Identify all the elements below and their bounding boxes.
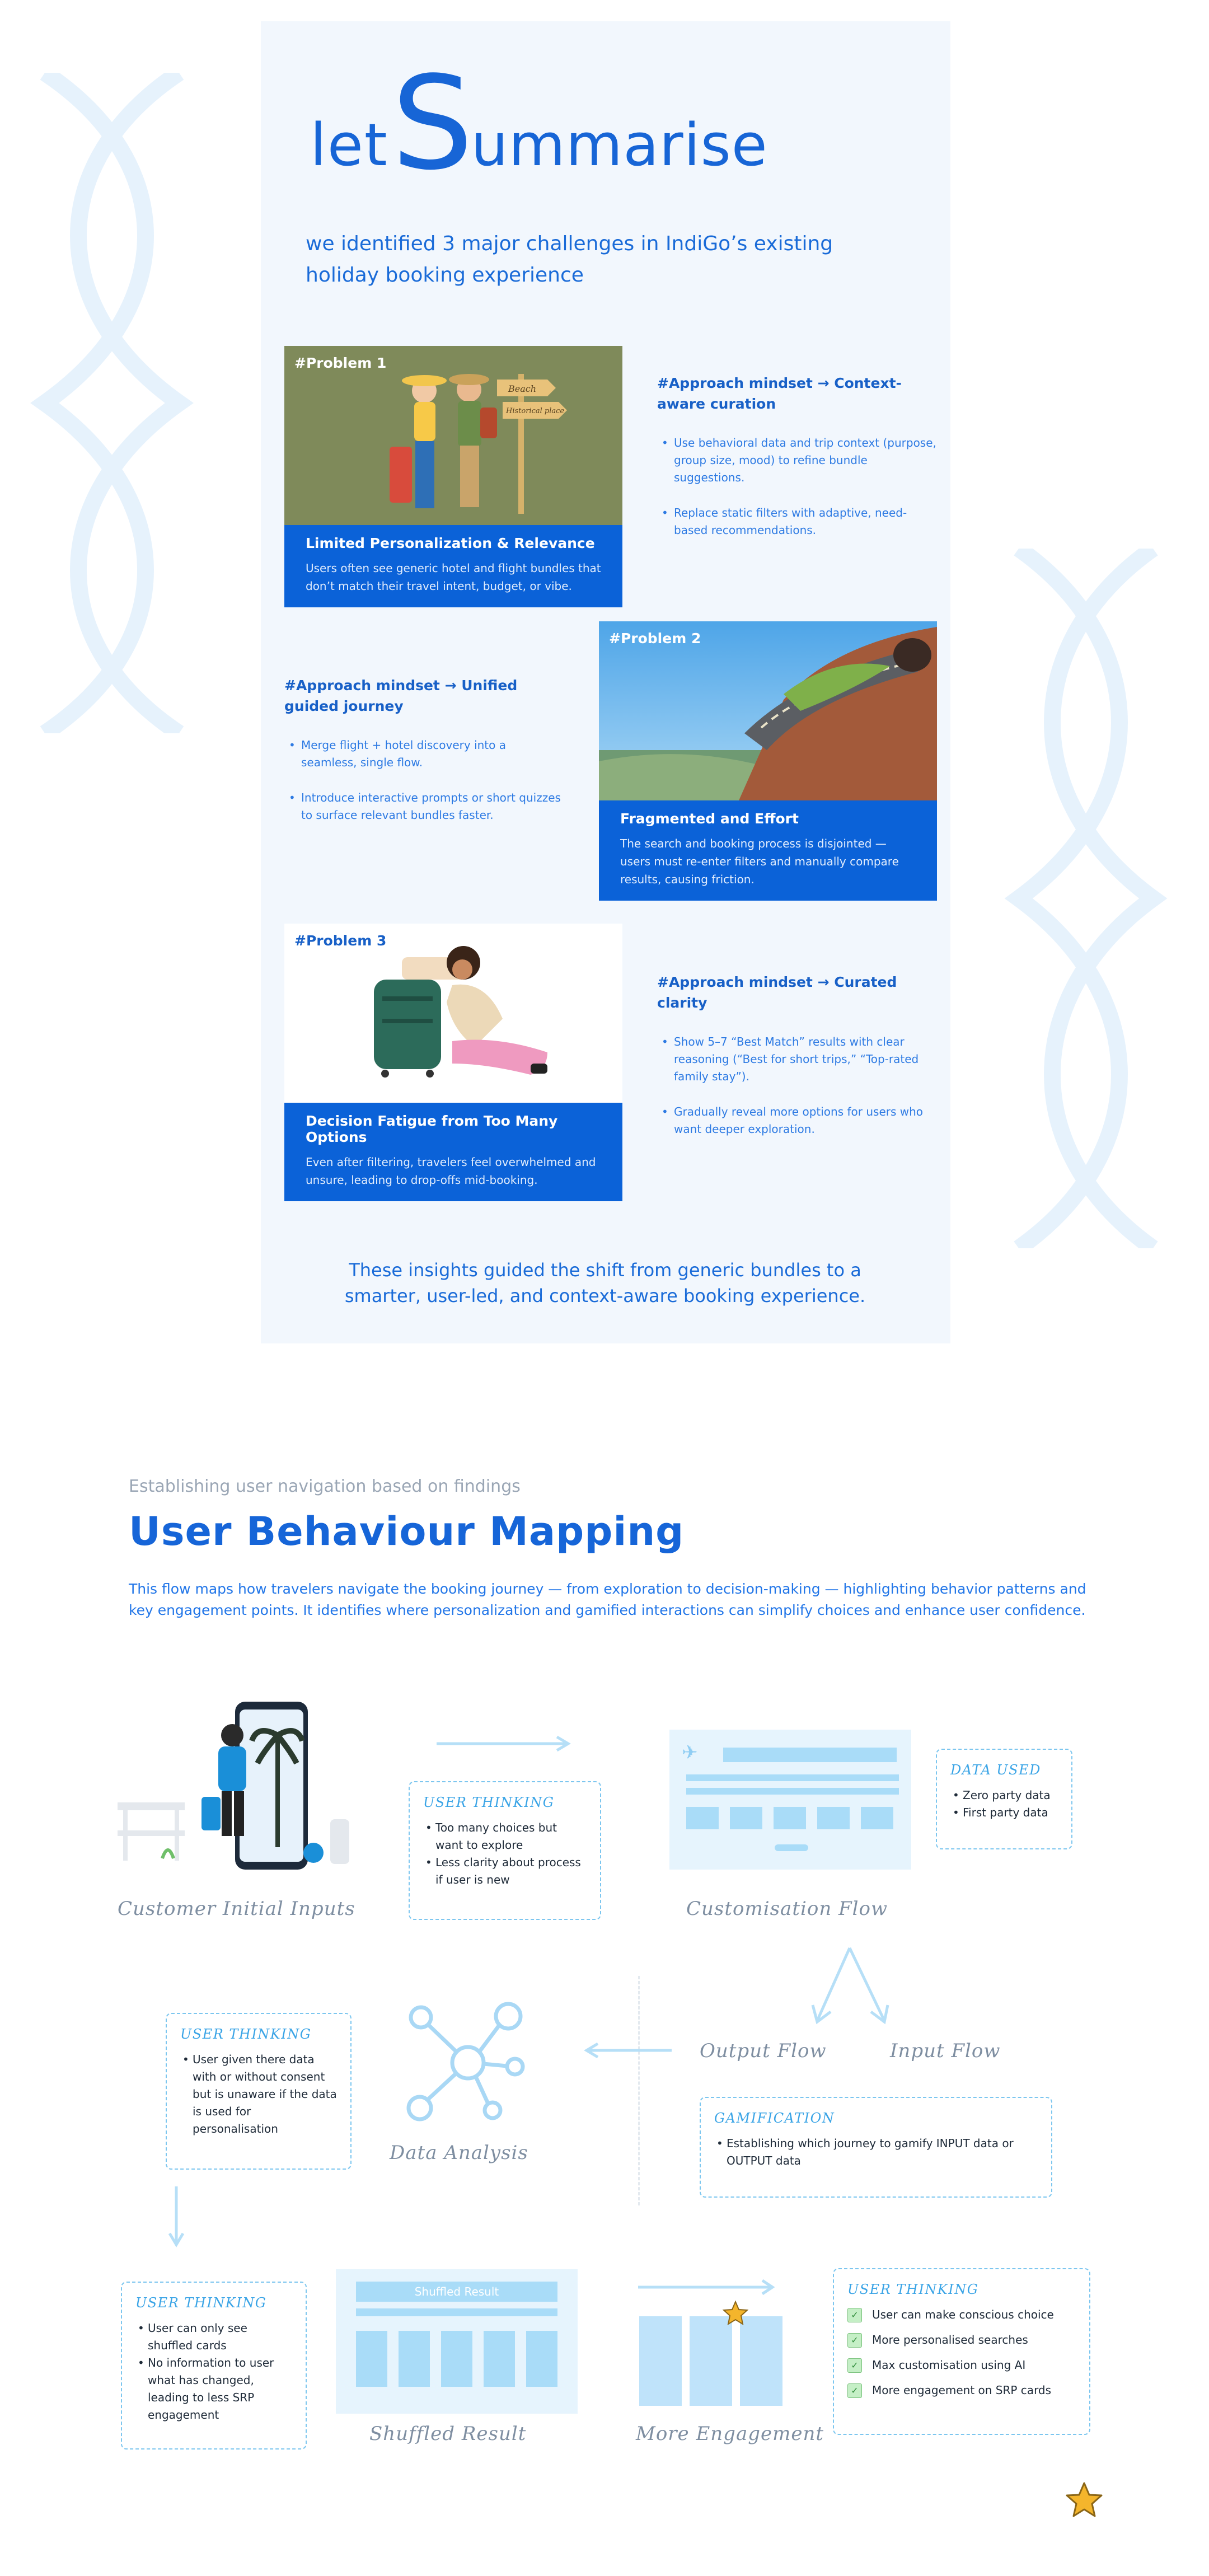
arrow-down-icon: [168, 2186, 185, 2248]
mapping-kicker: Establishing user navigation based on findings: [129, 1477, 521, 1496]
user-thinking-box-4: [833, 2268, 1090, 2435]
shuffled-header: Shuffled Result: [356, 2282, 557, 2302]
box-item: • Zero party data: [950, 1787, 1058, 1804]
mapping-title: User Behaviour Mapping: [129, 1509, 685, 1554]
approach-bullet: • Introduce interactive prompts or short quizzes to surface relevant bundles faster.: [284, 789, 564, 824]
problem-2-illustration: [599, 621, 937, 800]
approach-bullet: • Gradually reveal more options for users who want deeper exploration.: [657, 1103, 937, 1138]
floating-star-icon: [1065, 2481, 1104, 2520]
box-title: DATA USED: [950, 1762, 1041, 1778]
label-shuffled-result: Shuffled Result: [369, 2423, 527, 2445]
check-item: ✓ User can make conscious choice: [847, 2306, 1076, 2324]
signpost-historical: Historical place: [506, 407, 565, 415]
box-item: • Establishing which journey to gamify INPUT data or OUTPUT data: [714, 2135, 1038, 2170]
box-title: USER THINKING: [135, 2295, 267, 2311]
box-title: USER THINKING: [423, 1795, 555, 1810]
problem-desc: The search and booking process is disjointed — users must re-enter filters and manually compare results, causing friction.: [620, 837, 899, 886]
background-wave-left: [11, 73, 213, 733]
arrow-right-icon: [437, 1735, 577, 1752]
approach-title: #Approach mindset → Unified guided journey: [284, 677, 518, 714]
tired-traveler-illustration: [284, 924, 622, 1103]
user-thinking-box-3: [121, 2282, 307, 2449]
problem-3-caption: [284, 1103, 622, 1201]
box-title: GAMIFICATION: [714, 2110, 835, 2126]
problem-3-illustration: [284, 924, 622, 1103]
problem-1-caption: [284, 525, 622, 607]
split-arrow-icon: [800, 1942, 901, 2032]
signpost-beach: Beach: [508, 383, 537, 394]
problem-title: Limited Personalization & Relevance: [306, 535, 595, 551]
mapping-description: This flow maps how travelers navigate the booking journey — from exploration to decision-making — highlighting behavior patterns and key engagement points. It identifies where personalization and gamified interactions can simplify choices and enhance user confidence.: [129, 1581, 1086, 1618]
arrow-left-icon: [582, 2042, 672, 2059]
box-title: USER THINKING: [180, 2026, 312, 2042]
problem-tag: #Problem 1: [294, 355, 387, 371]
title-rest: ummarise: [471, 111, 768, 180]
title-big-s: S: [391, 49, 474, 199]
approach-1: [657, 373, 937, 557]
problem-tag: #Problem 2: [609, 630, 701, 647]
box-item: • First party data: [950, 1804, 1058, 1821]
check-item: ✓ Max customisation using AI: [847, 2357, 1076, 2374]
problem-desc: Even after filtering, travelers feel overwhelmed and unsure, leading to drop-offs mid-booking.: [306, 1155, 596, 1187]
approach-bullet: • Show 5–7 “Best Match” results with clear reasoning (“Best for short trips,” “Top-rated family stay”).: [657, 1033, 937, 1085]
box-item: • Less clarity about process if user is new: [423, 1854, 587, 1889]
label-output-flow: Output Flow: [700, 2040, 827, 2062]
user-thinking-box-2: [166, 2013, 352, 2170]
problem-title: Fragmented and Effort: [620, 811, 799, 827]
data-used-box: [936, 1749, 1072, 1849]
label-input-flow: Input Flow: [890, 2040, 1001, 2062]
box-item: • User given there data with or without consent but is unaware if the data is used for personalisation: [180, 2051, 337, 2138]
summary-panel: [261, 21, 950, 1343]
problem-title: Decision Fatigue from Too Many Options: [306, 1113, 558, 1145]
phone-traveler-illustration: [118, 1702, 375, 1886]
customisation-wireframe: [669, 1730, 911, 1870]
network-icon: [403, 1998, 532, 2121]
approach-2: [284, 675, 564, 842]
shuffled-wireframe: [336, 2269, 578, 2414]
title-lets: let: [310, 111, 388, 180]
approach-title: #Approach mindset → Curated clarity: [657, 974, 897, 1011]
approach-3: [657, 972, 937, 1156]
user-thinking-box-1: [409, 1781, 601, 1920]
problem-1-illustration: [284, 346, 622, 525]
background-wave-right: [985, 549, 1187, 1248]
divider-dashed: [638, 1976, 640, 2205]
box-item: • User can only see shuffled cards: [135, 2320, 292, 2354]
summary-intro: we identified 3 major challenges in IndiGo’s existing holiday booking experience: [306, 232, 833, 287]
broken-road-illustration: [599, 621, 937, 800]
box-item: • Too many choices but want to explore: [423, 1819, 587, 1854]
problem-2-caption: [599, 800, 937, 901]
check-item: ✓ More engagement on SRP cards: [847, 2382, 1076, 2399]
box-title: USER THINKING: [847, 2282, 979, 2297]
plane-icon: ✈: [682, 1741, 698, 1764]
approach-title: #Approach mindset → Context-aware curation: [657, 375, 902, 412]
problem-tag: #Problem 3: [294, 933, 387, 949]
label-more-engagement: More Engagement: [636, 2423, 824, 2445]
label-customisation-flow: Customisation Flow: [686, 1898, 888, 1920]
check-item: ✓ More personalised searches: [847, 2331, 1076, 2349]
travelers-illustration: [284, 346, 622, 525]
engagement-bars-illustration: [638, 2277, 795, 2411]
box-item: • No information to user what has changed, leading to less SRP engagement: [135, 2354, 292, 2424]
problem-desc: Users often see generic hotel and flight bundles that don’t match their travel intent, budget, or vibe.: [306, 561, 601, 593]
summary-title: [310, 49, 768, 199]
problem-card-3: [284, 924, 622, 1201]
problem-card-2: [599, 621, 937, 901]
summary-closing: These insights guided the shift from generic bundles to a smarter, user-led, and context-aware booking experience.: [344, 1259, 866, 1306]
label-data-analysis: Data Analysis: [390, 2142, 528, 2164]
approach-bullet: • Merge flight + hotel discovery into a seamless, single flow.: [284, 737, 564, 771]
approach-bullet: • Use behavioral data and trip context (purpose, group size, mood) to refine bundle suggestions.: [657, 434, 937, 486]
label-customer-inputs: Customer Initial Inputs: [118, 1898, 355, 1920]
gamification-box: [700, 2097, 1052, 2198]
approach-bullet: • Replace static filters with adaptive, need-based recommendations.: [657, 504, 937, 539]
problem-card-1: [284, 346, 622, 607]
